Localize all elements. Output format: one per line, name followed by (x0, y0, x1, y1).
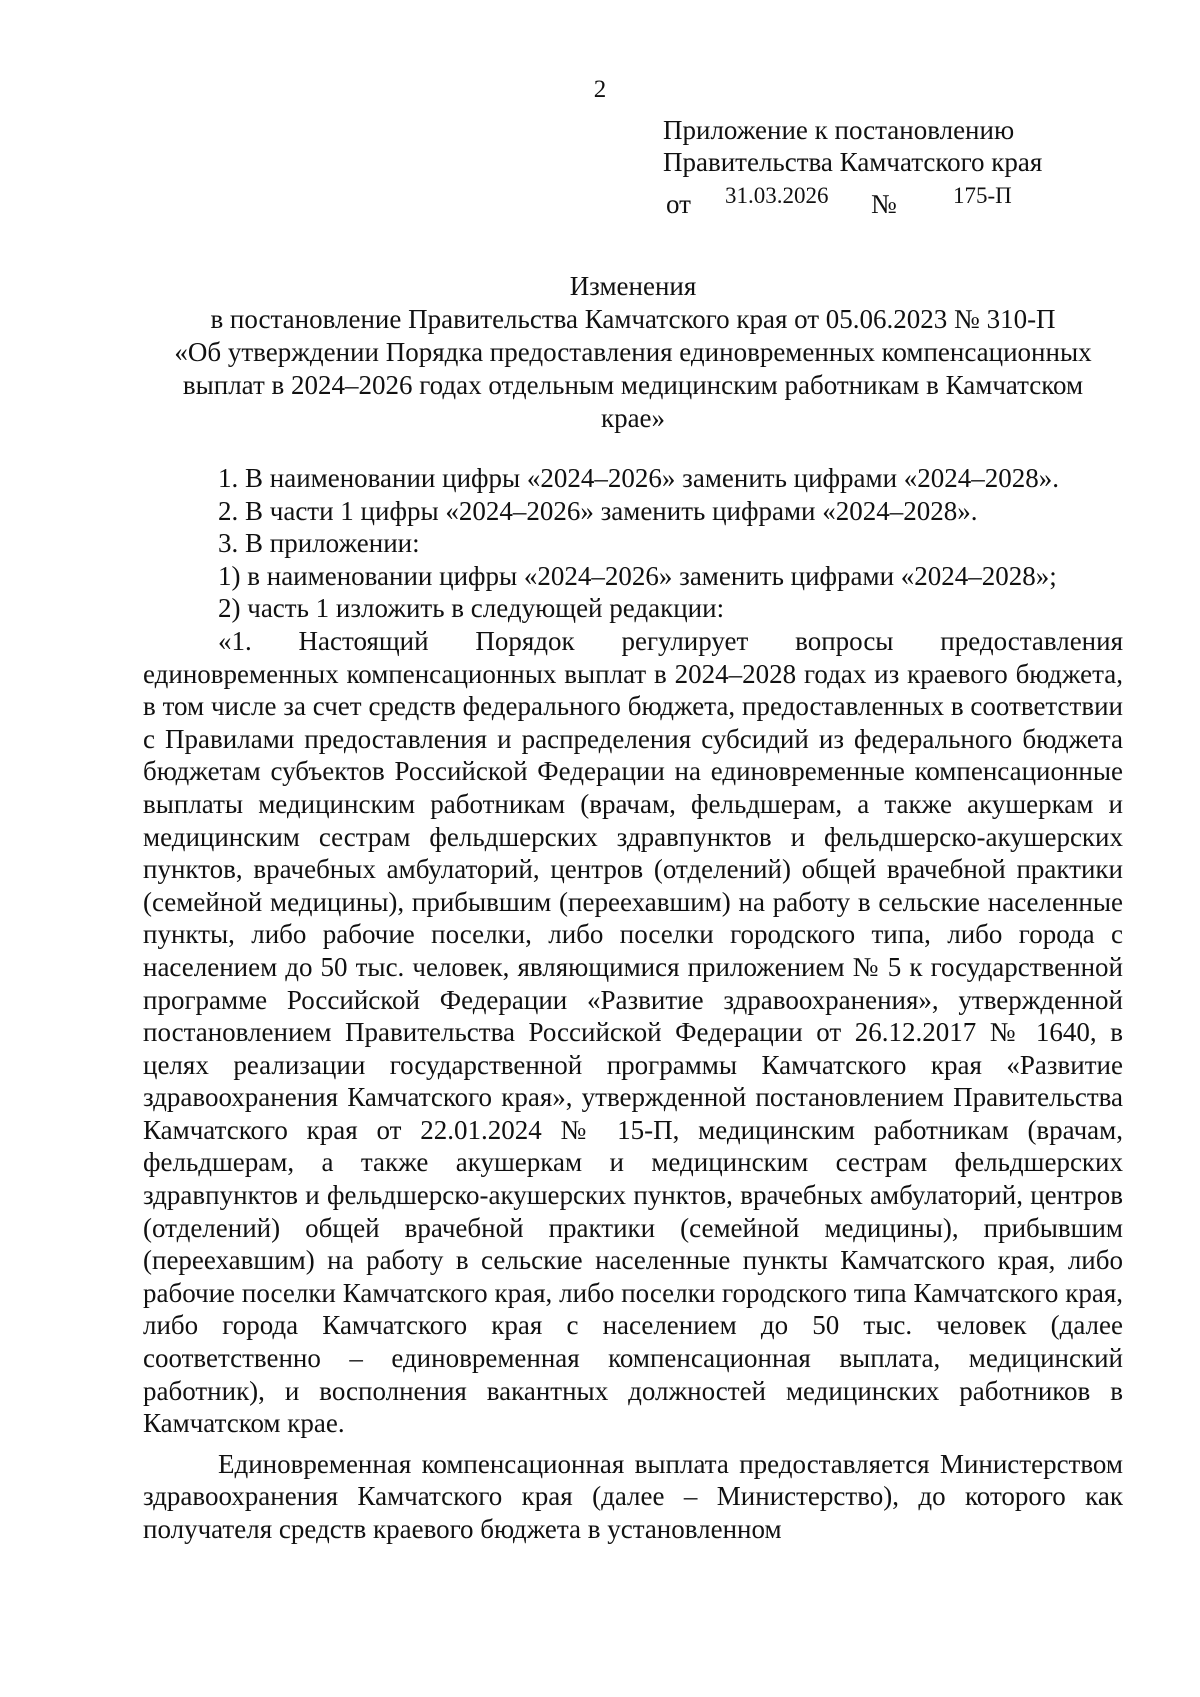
appendix-date-line (663, 180, 1163, 220)
title-line-4: крае» (600, 403, 666, 433)
number-sign: № (871, 189, 897, 219)
document-body (143, 462, 1123, 1546)
paragraph-7: Единовременная компенсационная выплата предоставляется Министерством здравоохранения Камчатского края (далее – Министерство), до которого как получателя средств краевого бюджета в установленном (143, 1448, 1123, 1544)
paragraph-3: 3. В приложении: (218, 528, 420, 559)
title-line-1: в постановление Правительства Камчатского края от 05.06.2023 № 310-П (210, 304, 1056, 334)
resolution-number: 175-П (953, 183, 1012, 208)
from-label: от (666, 189, 691, 219)
paragraph-5: 2) часть 1 изложить в следующей редакции: (218, 593, 725, 624)
title-line-2: «Об утверждении Порядка предоставления единовременных компенсационных (174, 337, 1092, 367)
appendix-line-1: Приложение к постановлению (663, 115, 1015, 145)
paragraph-4: 1) в наименовании цифры «2024–2026» заменить цифрами «2024–2028»; (218, 560, 1057, 591)
paragraph-2: 2. В части 1 цифры «2024–2026» заменить цифрами «2024–2028». (218, 495, 978, 526)
document-title (143, 270, 1123, 435)
appendix-line-2: Правительства Камчатского края (663, 147, 1043, 177)
resolution-date: 31.03.2026 (725, 183, 829, 208)
paragraph-6: «1. Настоящий Порядок регулирует вопросы предоставления единовременных компенсационных выплат в 2024–2028 годах из краевого бюджета, в том числе за счет средств федерального бюджета, предоставленных в соответствии с Правилами предоставления и распределения субсидий из федерального бюджета бюджетам субъектов Российской Федерации на единовременные компенсационные выплаты медицинским работникам (врачам, фельдшерам, а также акушеркам и медицинским сестрам фельдшерских здравпунктов и фельдшерско-акушерских пунктов, врачебных амбулаторий, центров (отделений) общей врачебной практики (семейной медицины), прибывшим (переехавшим) на работу в сельские населенные пункты, либо рабочие поселки, либо поселки городского типа, либо города с населением до 50 тыс. человек, являющимися приложением № 5 к государственной программе Российской Федерации «Развитие здравоохранения», утвержденной постановлением Правительства Российской Федерации от 26.12.2017 № 1640, в целях реализации государственной программы Камчатского края «Развитие здравоохранения Камчатского края», утвержденной постановлением Правительства Камчатского края от 22.01.2024 № 15-П, медицинским работникам (врачам, фельдшерам, а также акушеркам и медицинским сестрам фельдшерских здравпунктов и фельдшерско-акушерских пунктов, врачебных амбулаторий, центров (отделений) общей врачебной практики (семейной медицины), прибывшим (переехавшим) на работу в сельские населенные пункты Камчатского края, либо рабочие поселки Камчатского края, либо поселки городского типа Камчатского края, либо города Камчатского края с населением до 50 тыс. человек (далее соответственно – единовременная компенсационная выплата, медицинский работник), и восполнения вакантных должностей медицинских работников в Камчатском крае. (143, 625, 1123, 1439)
title-line-3: выплат в 2024–2026 годах отдельным медицинским работникам в Камчатском (182, 370, 1084, 400)
page-number: 2 (593, 76, 607, 103)
paragraph-1: 1. В наименовании цифры «2024–2026» заменить цифрами «2024–2028». (218, 463, 1060, 493)
appendix-header (663, 114, 1163, 220)
title-heading: Изменения (569, 271, 697, 301)
